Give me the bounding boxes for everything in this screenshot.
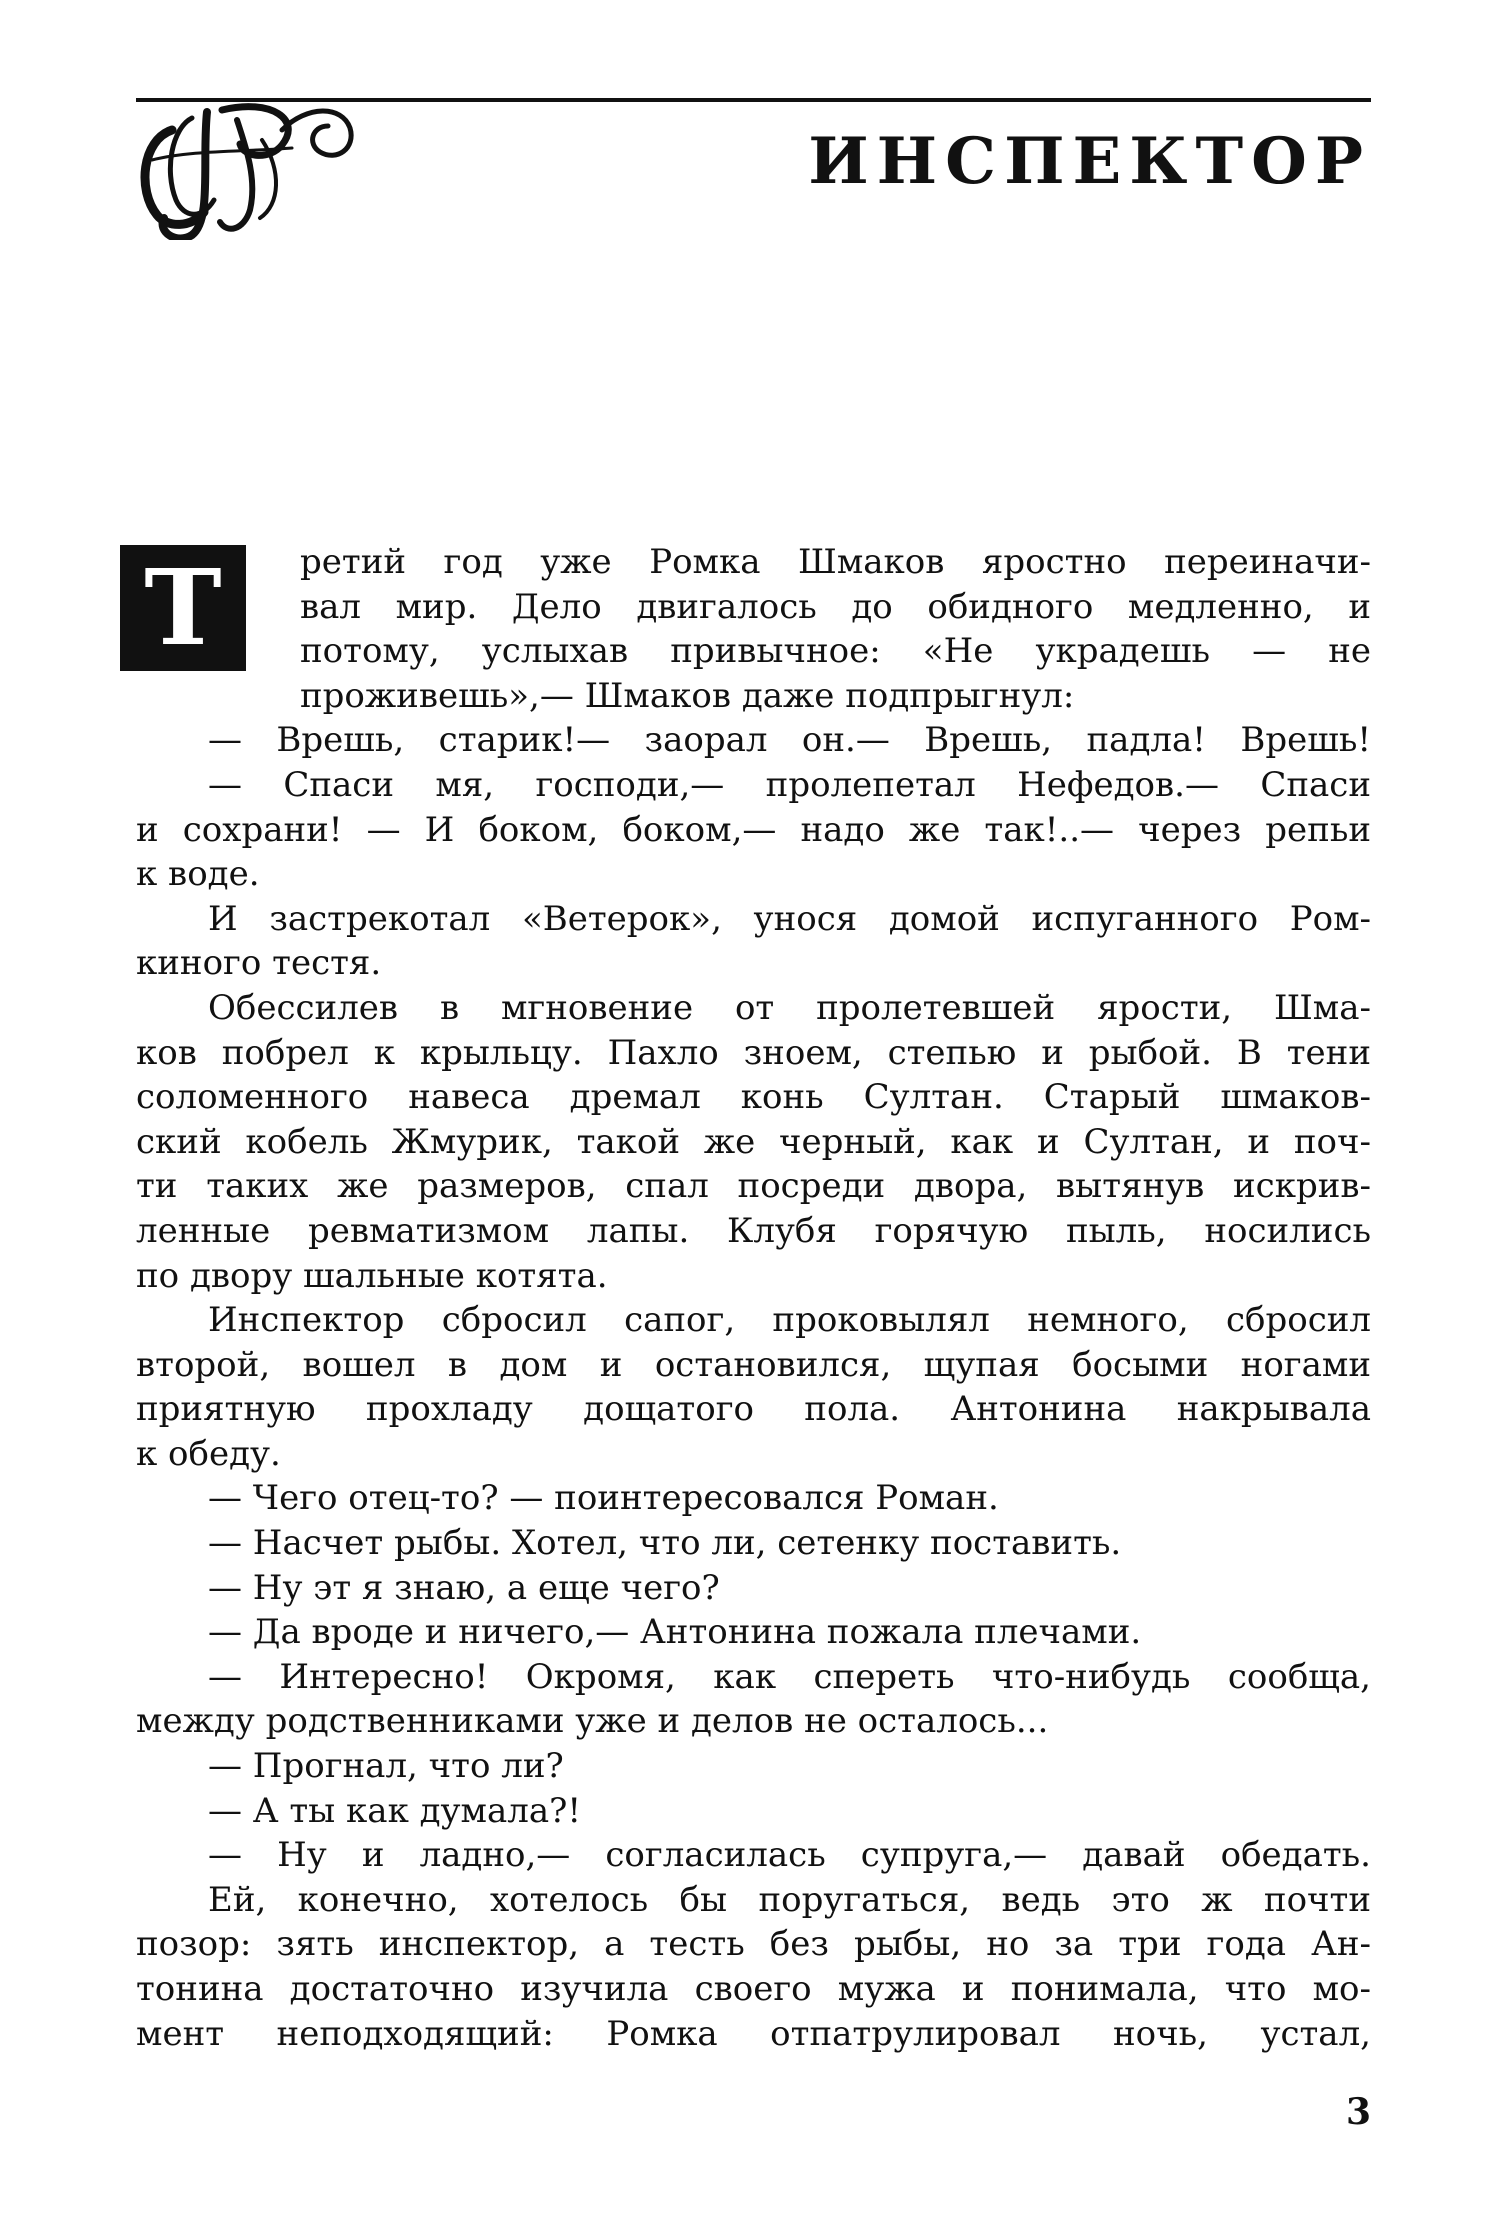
- text-line: Инспектор сбросил сапог, проковылял немного, сбросил: [208, 1300, 1371, 1341]
- page-number: 3: [1345, 2091, 1371, 2133]
- body-text: [136, 540, 1371, 2056]
- text-line: ский кобель Жмурик, такой же черный, как и Султан, и поч-: [136, 1121, 1371, 1162]
- text-line: вал мир. Дело двигалось до обидного медленно, и: [300, 586, 1371, 627]
- text-line: ленные ревматизмом лапы. Клубя горячую пыль, носились: [136, 1210, 1371, 1251]
- text-line: и сохрани! — И боком, боком,— надо же так!..— через репьи: [136, 809, 1371, 850]
- text-line: Ей, конечно, хотелось бы поругаться, ведь это ж почти: [208, 1879, 1371, 1920]
- text-line: к обеду.: [136, 1433, 281, 1474]
- text-line: второй, вошел в дом и остановился, щупая босыми ногами: [136, 1344, 1371, 1385]
- calligraphic-flourish-icon: [132, 100, 372, 240]
- text-line: — Спаси мя, господи,— пролепетал Нефедов.— Спаси: [208, 764, 1371, 805]
- text-line: ти таких же размеров, спал посреди двора, вытянув искрив-: [136, 1166, 1371, 1207]
- text-line: проживешь»,— Шмаков даже подпрыгнул:: [300, 675, 1075, 716]
- text-line: приятную прохладу дощатого пола. Антонина накрывала: [136, 1389, 1371, 1430]
- text-line: потому, услыхав привычное: «Не украдешь — не: [300, 631, 1371, 672]
- text-line: — Ну и ладно,— согласилась супруга,— давай обедать.: [208, 1835, 1371, 1876]
- text-line: — Чего отец-то? — поинтересовался Роман.: [208, 1478, 999, 1519]
- text-line: — Прогнал, что ли?: [208, 1746, 564, 1787]
- text-line: соломенного навеса дремал конь Султан. Старый шмаков-: [136, 1077, 1371, 1118]
- text-line: И застрекотал «Ветерок», унося домой испуганного Ром-: [208, 898, 1371, 939]
- text-line: ков побрел к крыльцу. Пахло зноем, степью и рыбой. В тени: [136, 1032, 1371, 1073]
- text-line: — Да вроде и ничего,— Антонина пожала плечами.: [208, 1612, 1142, 1653]
- text-line: ретий год уже Ромка Шмаков яростно переиначи-: [300, 542, 1371, 582]
- text-line: — А ты как думала?!: [208, 1790, 582, 1831]
- text-line: к воде.: [136, 854, 260, 895]
- chapter-title: ИНСПЕКТОР: [808, 124, 1371, 199]
- text-line: киного тестя.: [136, 943, 382, 984]
- text-line: — Насчет рыбы. Хотел, что ли, сетенку поставить.: [208, 1523, 1122, 1564]
- drop-cap: Т: [120, 545, 246, 671]
- text-line: мент неподходящий: Ромка отпатрулировал ночь, устал,: [136, 2013, 1371, 2054]
- text-line: тонина достаточно изучила своего мужа и понимала, что мо-: [136, 1969, 1371, 2009]
- text-line: по двору шальные котята.: [136, 1255, 608, 1296]
- text-line: позор: зять инспектор, а тесть без рыбы, но за три года Ан-: [136, 1924, 1371, 1965]
- text-line: — Интересно! Окромя, как спереть что-нибудь сообща,: [208, 1656, 1371, 1697]
- text-line: между родственниками уже и делов не осталось...: [136, 1701, 1049, 1742]
- text-line: — Ну эт я знаю, а еще чего?: [208, 1567, 720, 1608]
- text-line: — Врешь, старик!— заорал он.— Врешь, падла! Врешь!: [208, 720, 1371, 761]
- text-line: Обессилев в мгновение от пролетевшей ярости, Шма-: [208, 987, 1371, 1028]
